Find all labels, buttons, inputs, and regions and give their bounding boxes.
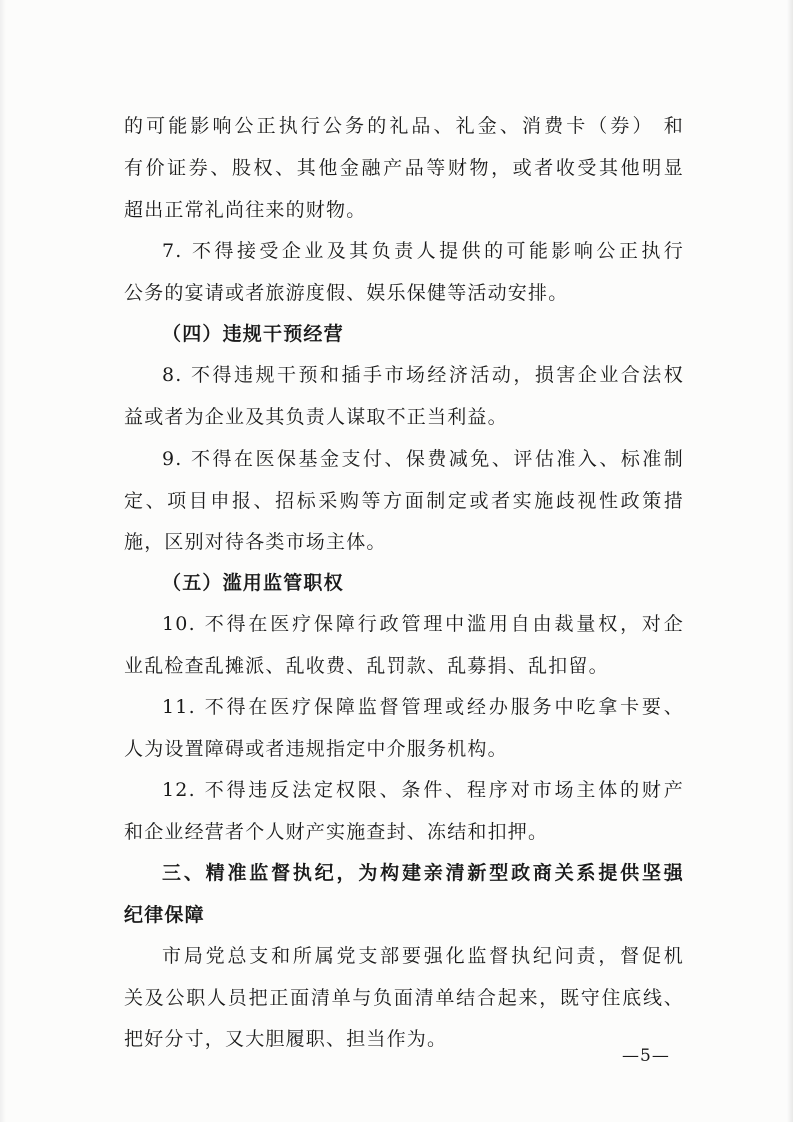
body-line: 定、项目申报、招标采购等方面制定或者实施歧视性政策措 <box>124 490 684 512</box>
section-heading-3: 三、精准监督执纪，为构建亲清新型政商关系提供坚强 <box>162 862 684 884</box>
scan-edge-left <box>0 0 6 1122</box>
section-heading-3-cont: 纪律保障 <box>124 904 205 926</box>
body-line: 关及公职人员把正面清单与负面清单结合起来，既守住底线、 <box>124 987 684 1009</box>
body-line: 益或者为企业及其负责人谋取不正当利益。 <box>124 406 508 428</box>
scan-edge-right <box>787 0 793 1122</box>
body-line: 的可能影响公正执行公务的礼品、礼金、消费卡（券） 和 <box>124 115 684 137</box>
section-heading-4: （四）违规干预经营 <box>162 323 344 345</box>
body-line: 10. 不得在医疗保障行政管理中滥用自由裁量权，对企 <box>162 613 684 635</box>
body-line: 7. 不得接受企业及其负责人提供的可能影响公正执行 <box>162 240 684 262</box>
page-number: —5— <box>622 1046 670 1066</box>
body-line: 公务的宴请或者旅游度假、娱乐保健等活动安排。 <box>124 282 569 304</box>
body-line: 8. 不得违规干预和插手市场经济活动，损害企业合法权 <box>162 364 684 386</box>
body-line: 12. 不得违反法定权限、条件、程序对市场主体的财产 <box>162 779 684 801</box>
section-heading-5: （五）滥用监管职权 <box>162 572 344 594</box>
body-line: 施，区别对待各类市场主体。 <box>124 531 387 553</box>
body-line: 11. 不得在医疗保障监督管理或经办服务中吃拿卡要、 <box>162 696 684 718</box>
body-line: 把好分寸，又大胆履职、担当作为。 <box>124 1028 448 1050</box>
body-line: 超出正常礼尚往来的财物。 <box>124 199 367 221</box>
body-line: 和企业经营者个人财产实施查封、冻结和扣押。 <box>124 821 549 843</box>
body-line: 业乱检查乱摊派、乱收费、乱罚款、乱募捐、乱扣留。 <box>124 655 609 677</box>
body-line: 9. 不得在医保基金支付、保费减免、评估准入、标准制 <box>162 448 684 470</box>
body-line: 有价证券、股权、其他金融产品等财物，或者收受其他明显 <box>124 157 684 179</box>
body-line: 市局党总支和所属党支部要强化监督执纪问责，督促机 <box>162 945 684 967</box>
body-line: 人为设置障碍或者违规指定中介服务机构。 <box>124 738 508 760</box>
